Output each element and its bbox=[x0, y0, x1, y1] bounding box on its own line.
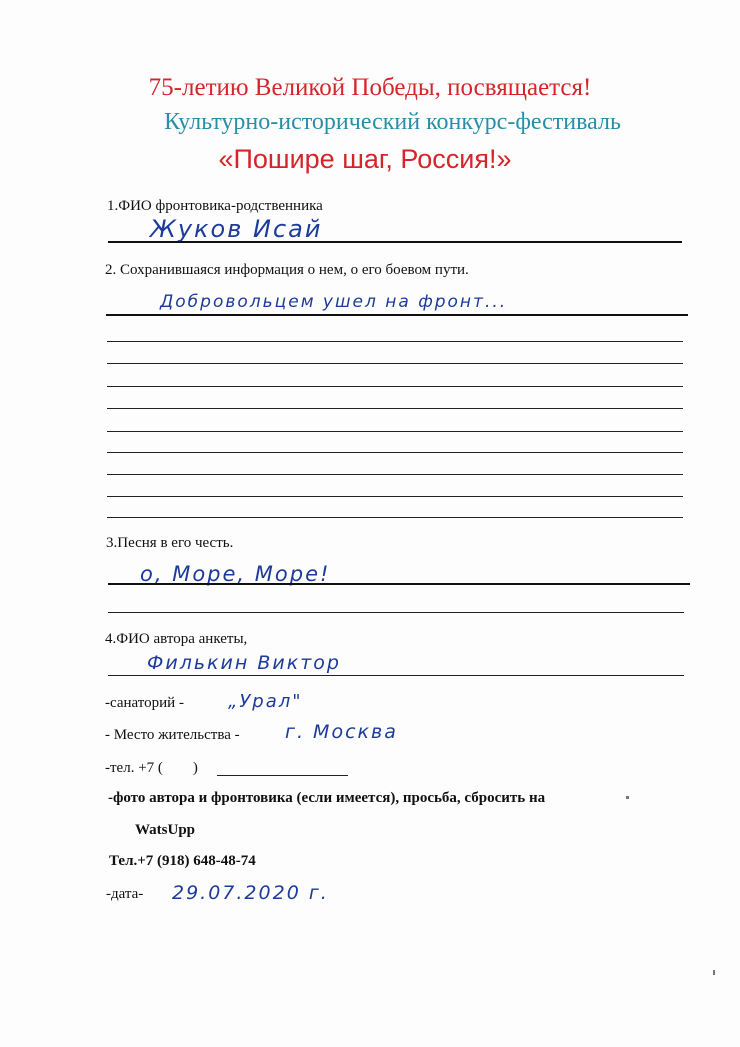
scan-speck bbox=[626, 796, 629, 799]
q2-answer-line-7 bbox=[107, 452, 683, 453]
q2-answer-line-4 bbox=[107, 386, 683, 387]
q2-answer-line-6 bbox=[107, 431, 683, 432]
date-label: -дата- bbox=[106, 886, 144, 902]
contact-phone: Тел.+7 (918) 648-48-74 bbox=[109, 853, 256, 869]
sanatorium-label: -санаторий - bbox=[105, 695, 184, 711]
q3-answer-line-1 bbox=[108, 583, 690, 585]
q1-label: 1.ФИО фронтовика-родственника bbox=[107, 198, 323, 214]
q2-label: 2. Сохранившаяся информация о нем, о его боевом пути. bbox=[105, 262, 469, 278]
q4-answer: Филькин Виктор bbox=[147, 652, 341, 674]
date-answer: 29.07.2020 г. bbox=[172, 882, 329, 904]
q2-answer-line-1 bbox=[106, 314, 688, 316]
residence-label: - Место жительства - bbox=[105, 727, 240, 743]
q2-answer: Добровольцем ушел на фронт... bbox=[160, 292, 508, 312]
scan-speck bbox=[713, 970, 715, 975]
q3-answer-line-2 bbox=[108, 612, 684, 613]
q3-label: 3.Песня в его честь. bbox=[106, 535, 234, 551]
q1-answer: Жуков Исай bbox=[150, 215, 323, 243]
festival-name: «Пошире шаг, Россия!» bbox=[218, 144, 512, 174]
q1-answer-line bbox=[108, 241, 682, 243]
sanatorium-answer: „Урал" bbox=[228, 691, 303, 712]
residence-answer: г. Москва bbox=[285, 721, 398, 743]
dedication-heading: 75-летию Великой Победы, посвящается! bbox=[148, 74, 592, 101]
phone-answer-line bbox=[217, 775, 348, 776]
q2-answer-line-5 bbox=[107, 408, 683, 409]
q2-answer-line-8 bbox=[107, 474, 683, 475]
phone-label: -тел. +7 ( ) bbox=[105, 760, 198, 776]
q4-label: 4.ФИО автора анкеты, bbox=[105, 631, 248, 647]
q3-answer: о, Море, Море! bbox=[140, 562, 331, 586]
q2-answer-line-10 bbox=[107, 517, 683, 518]
q4-answer-line bbox=[108, 675, 684, 676]
photo-note: -фото автора и фронтовика (если имеется), просьба, сбросить на bbox=[108, 790, 546, 806]
q2-answer-line-9 bbox=[107, 496, 683, 497]
messenger-app-name: WatsUpp bbox=[135, 822, 196, 838]
festival-subtitle: Культурно-исторический конкурс-фестиваль bbox=[164, 109, 621, 135]
q2-answer-line-3 bbox=[107, 363, 683, 364]
q2-answer-line-2 bbox=[107, 341, 683, 342]
